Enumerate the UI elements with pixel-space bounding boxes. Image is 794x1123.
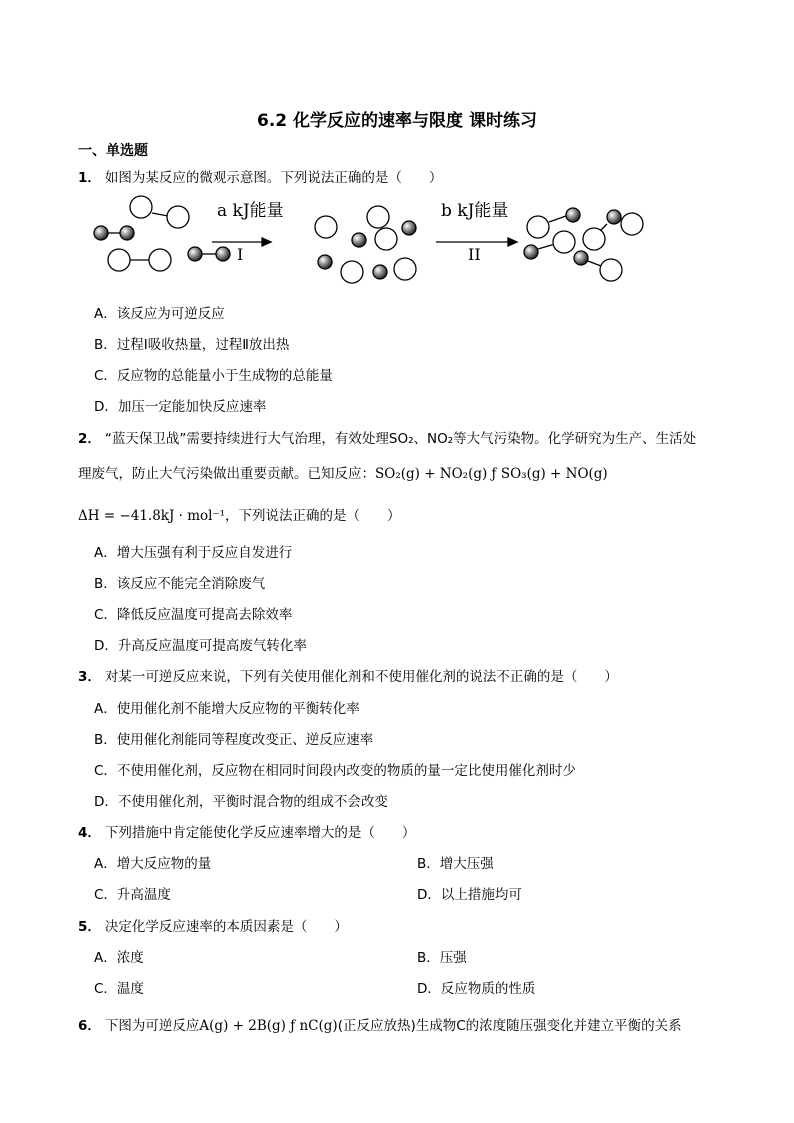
q5-option-d: D．反应物质的性质	[417, 981, 536, 997]
question-text: 下列措施中肯定能使化学反应速率增大的是（ ）	[104, 825, 416, 841]
q5-option-b: B．压强	[417, 950, 467, 966]
q1-option-b: B．过程Ⅰ吸收热量，过程Ⅱ放出热	[94, 337, 290, 353]
question-number: 1．	[78, 170, 101, 186]
question-text-line-2: 理废气，防止大气污染做出重要贡献。已知反应：	[78, 466, 375, 482]
question-number: 5．	[78, 919, 101, 935]
q4-option-c: C．升高温度	[94, 887, 171, 903]
question-text-post: (正反应放热)生成物C的浓度随压强变化并建立平衡的关系	[337, 1018, 682, 1034]
reaction-equation: SO₂(g) + NO₂(g) ƒ SO₃(g) + NO(g)	[375, 466, 608, 482]
q3-option-b: B．使用催化剂能同等程度改变正、逆反应速率	[94, 732, 374, 748]
question-text-line-1: “蓝天保卫战”需要持续进行大气治理，有效处理SO₂、NO₂等大气污染物。化学研究为生产、生活处	[104, 431, 697, 447]
question-3	[78, 665, 618, 685]
reactant-molecules	[94, 196, 230, 271]
section-heading: 一、单选题	[78, 143, 148, 159]
question-number: 3．	[78, 669, 101, 685]
q2-option-a: A．增大压强有利于反应自发进行	[94, 545, 293, 561]
energy-label-b: b kJ能量	[441, 201, 509, 221]
question-text: 对某一可逆反应来说，下列有关使用催化剂和不使用催化剂的说法不正确的是（ ）	[104, 669, 618, 685]
q3-option-c: C．不使用催化剂，反应物在相同时间段内改变的物质的量一定比使用催化剂时少	[94, 763, 576, 779]
q2-option-b: B．该反应不能完全消除废气	[94, 576, 266, 592]
q1-option-a: A．该反应为可逆反应	[94, 306, 225, 322]
question-4	[78, 821, 415, 841]
question-5	[78, 915, 348, 935]
question-2-line-3	[78, 504, 401, 524]
product-molecules	[524, 208, 643, 281]
question-text: 决定化学反应速率的本质因素是（ ）	[104, 919, 348, 935]
enthalpy-value: ΔH = −41.8kJ · mol⁻¹	[78, 508, 226, 524]
q5-option-a: A．浓度	[94, 950, 144, 966]
q4-option-d: D．以上措施均可	[417, 887, 522, 903]
question-text: 如图为某反应的微观示意图。下列说法正确的是（ ）	[104, 170, 443, 186]
question-number: 4．	[78, 825, 101, 841]
step-1-label: I	[237, 245, 244, 264]
question-2	[78, 427, 696, 447]
page-title: 6.2 化学反应的速率与限度 课时练习	[257, 111, 537, 131]
q4-option-b: B．增大压强	[417, 856, 494, 872]
reaction-equation: A(g) + 2B(g) ƒ nC(g)	[199, 1018, 338, 1034]
q3-option-d: D．不使用催化剂，平衡时混合物的组成不会改变	[94, 794, 388, 810]
question-1	[78, 166, 442, 186]
question-text-line-3: ，下列说法正确的是（ ）	[225, 508, 401, 524]
step-2-label: II	[468, 245, 481, 264]
reaction-diagram	[90, 192, 690, 292]
q1-option-c: C．反应物的总能量小于生成物的总能量	[94, 368, 333, 384]
question-text-pre: 下图为可逆反应	[104, 1018, 200, 1034]
question-number: 6．	[78, 1018, 101, 1034]
question-6	[78, 1014, 682, 1034]
energy-label-a: a kJ能量	[217, 201, 284, 221]
q5-option-c: C．温度	[94, 981, 144, 997]
q1-option-d: D．加压一定能加快反应速率	[94, 399, 267, 415]
question-number: 2．	[78, 431, 101, 447]
q3-option-a: A．使用催化剂不能增大反应物的平衡转化率	[94, 701, 360, 717]
q2-option-d: D．升高反应温度可提高废气转化率	[94, 638, 307, 654]
q2-option-c: C．降低反应温度可提高去除效率	[94, 607, 293, 623]
q4-option-a: A．增大反应物的量	[94, 856, 212, 872]
question-2-line-2	[78, 462, 608, 482]
intermediate-atoms	[315, 206, 416, 283]
